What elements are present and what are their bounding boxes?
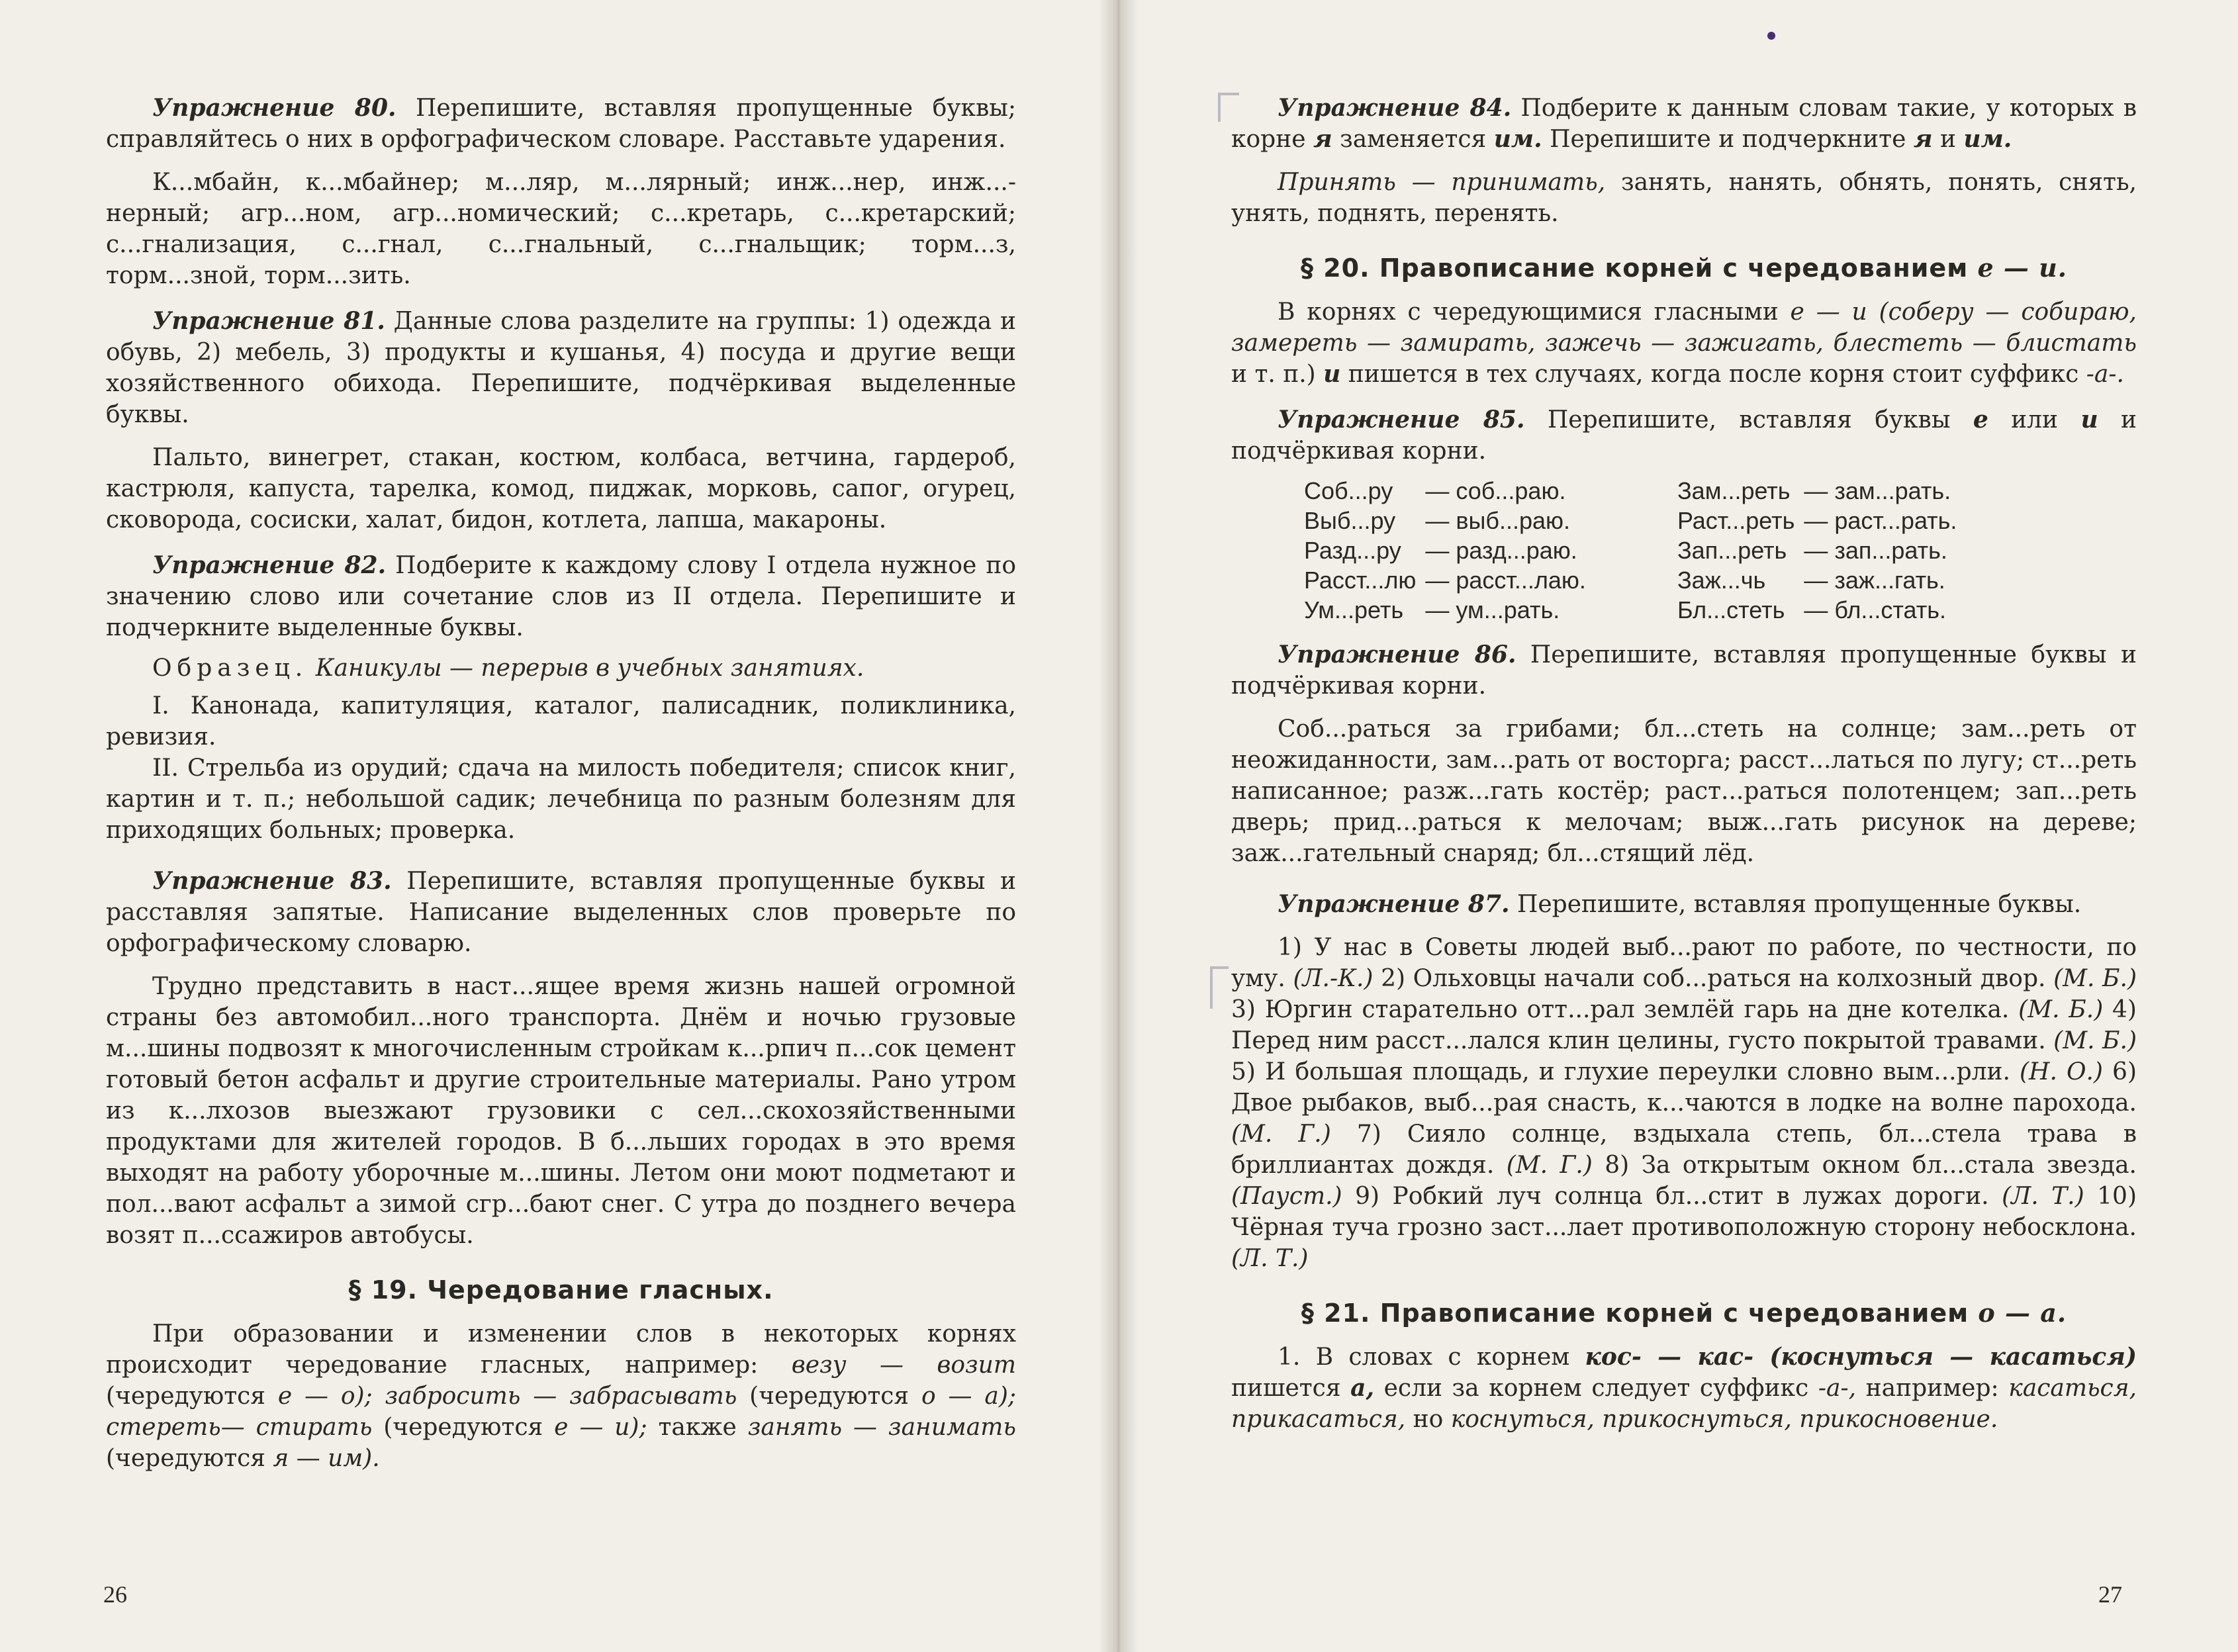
exercise-86-words: Соб...раться за грибами; бл...стеть на солнце; зам...реть от неожиданности, зам...рать от восторга; расст...латься по лугу; ст...реть написанное; разж...гать костёр; раст...раться полотенцем; зап...реть дверь; прид...раться к мелочам; выж...гать рисунок на дереве; заж...гательный снаряд; бл...стящий лёд. xyxy=(1231,715,2137,867)
text-run: если за корнем следует суффикс xyxy=(1374,1375,1818,1402)
example: касаться, прикасаться, xyxy=(1231,1375,2137,1433)
sentence: 4) Перед ним расст...лался клин целины, густо покрытой травами. xyxy=(1231,996,2137,1054)
exercise-83-passage: Трудно представить в наст...ящее время жизнь нашей огромной страны без автомобил...ного транспорта. Днём и ночью грузовые м...шины подвозят к многочисленным стройкам к...рпич п...сок цемент готовый бетон асфальт и другие строительные материалы. Рано утром из к...лхозов выезжают грузовики с сел...скохозяйственными продуктами для жителей городов. В б...льших городах в это время выходят на работу уборочные м...шины. Летом они моют подметают и пол...вают асфальт а зимой сгр...бают снег. С утра до позднего вечера возят п...ссажиров автобусы. xyxy=(106,973,1016,1249)
exercise-87-sentences xyxy=(1231,932,2137,1274)
exercise-label: Упражнение 83. xyxy=(152,867,392,895)
table-cell: Расст...лю xyxy=(1304,567,1417,594)
text-run: (чередуются xyxy=(737,1383,921,1410)
table-cell: — расст...лаю. xyxy=(1425,567,1586,594)
exercise-label: Упражнение 87. xyxy=(1278,890,1510,918)
model-text: Каникулы — перерыв в учебных занятиях. xyxy=(315,655,864,682)
example: -а-, xyxy=(1818,1375,1857,1402)
exercise-82-group-1: I. Канонада, капитуляция, каталог, палисадник, поликлиника, ревизия. xyxy=(106,692,1016,751)
section-20-text xyxy=(1231,297,2137,390)
example: им. xyxy=(1963,125,2012,153)
example: занять — занимать xyxy=(747,1414,1016,1441)
exercise-instruction: Перепишите, вставляя пропущенные буквы; справляйтесь о них в орфографическом словаре. Расставьте ударения. xyxy=(106,95,1016,153)
author-abbr: (М. Г.) xyxy=(1231,1121,1331,1148)
section-20-title xyxy=(1231,252,2137,285)
section-19-title: § 19. Чередование гласных. xyxy=(348,1275,774,1305)
section-19-text xyxy=(106,1318,1016,1474)
table-cell: — ум...рать. xyxy=(1425,596,1560,623)
table-gap xyxy=(1595,476,1677,506)
text-run: например: xyxy=(1856,1375,2009,1402)
example: коснуться, прикоснуться, прикосновение. xyxy=(1450,1406,1998,1433)
text-run: пишется в тех случаях, когда после корня стоит суффикс xyxy=(1340,361,2086,388)
exercise-instruction: Перепишите, вставляя пропущенные буквы и расставляя запятые. Написание выделенных слов проверьте по орфографическому словарю. xyxy=(106,868,1016,957)
table-row xyxy=(1304,565,1966,595)
exercise-87 xyxy=(1231,889,2137,920)
text-run: заменяется xyxy=(1332,126,1494,153)
text-run: (чередуются xyxy=(372,1414,555,1441)
text-run: (чередуются xyxy=(106,1383,278,1410)
exercise-instruction: Данные слова разделите на группы: 1) одежда и обувь, 2) мебель, 3) продукты и кушанья, 4) посуда и другие вещи хозяйственного обихода. Перепишите, подчёркивая выделенные буквы. xyxy=(106,308,1016,428)
example: е — и); xyxy=(554,1414,647,1441)
table-cell: — выб...раю. xyxy=(1425,507,1571,534)
text-run: или xyxy=(1988,406,2081,434)
table-gap xyxy=(1595,565,1677,595)
exercise-label: Упражнение 85. xyxy=(1278,406,1525,434)
author-abbr: (Л.-К.) xyxy=(1293,965,1374,992)
example: им. xyxy=(1493,125,1542,153)
author-abbr: (М. Б.) xyxy=(2018,996,2104,1023)
example: везу — возит xyxy=(791,1352,1017,1379)
exercise-81 xyxy=(106,306,1016,430)
example: я xyxy=(1913,125,1933,153)
table-gap xyxy=(1595,535,1677,565)
sentence: 8) За открытым окном бл...стала звезда. xyxy=(1592,1152,2137,1179)
text-run: и т. п.) xyxy=(1231,361,1324,388)
text-run: (чередуются xyxy=(106,1445,273,1472)
book-gutter xyxy=(1099,0,1139,1652)
text-run: и xyxy=(1932,126,1964,153)
author-abbr: (Л. Т.) xyxy=(1231,1245,1309,1272)
page-number: 26 xyxy=(103,1581,127,1608)
table-row xyxy=(1304,535,1966,565)
title-text: § 21. Правописание корней с чередованием xyxy=(1301,1299,1979,1328)
sentence: 3) Юргин старательно отт...рал землёй гарь на дне котелка. xyxy=(1231,996,2019,1023)
table-cell: — бл...стать. xyxy=(1804,596,1946,623)
table-cell: — соб...раю. xyxy=(1425,477,1566,504)
exercise-instruction: Перепишите, вставляя пропущенные буквы. xyxy=(1509,891,2082,918)
example: Принять — принимать, xyxy=(1278,169,1606,196)
example: кос- — кас- (коснуться — касаться) xyxy=(1585,1343,2137,1371)
exercise-label: Упражнение 81. xyxy=(152,307,385,335)
exercise-80 xyxy=(106,93,1016,155)
table-cell: Соб...ру xyxy=(1304,477,1393,504)
sentence: 10) Чёрная туча грозно заст...лает противоположную сторону небосклона. xyxy=(1231,1183,2137,1241)
text-run: пишется xyxy=(1231,1375,1351,1402)
title-example: е — и. xyxy=(1977,253,2067,283)
table-cell: Разд...ру xyxy=(1304,537,1401,564)
exercise-82 xyxy=(106,550,1016,643)
exercise-81-words: Пальто, винегрет, стакан, костюм, колбаса, ветчина, гардероб, кастрюля, капуста, тарелка, комод, пиджак, морковь, сапог, огурец, сковорода, сосиски, халат, бидон, котлета, лапша, макароны. xyxy=(106,444,1016,533)
author-abbr: (М. Б.) xyxy=(2053,1027,2137,1054)
table-cell: Зам...реть xyxy=(1677,477,1791,504)
author-abbr: (Н. О.) xyxy=(2020,1058,2103,1085)
exercise-label: Упражнение 80. xyxy=(152,94,396,122)
text-run: Подберите к данным словам такие, у которых в корне xyxy=(1231,95,2137,153)
right-column xyxy=(1231,93,2137,1435)
page-number: 27 xyxy=(2098,1581,2122,1608)
ink-dot xyxy=(1767,32,1775,40)
model-label: Образец. xyxy=(152,655,308,682)
pencil-mark xyxy=(1210,966,1229,1009)
title-example: о — а. xyxy=(1978,1298,2067,1328)
example: и xyxy=(1323,360,1341,388)
exercise-85-table xyxy=(1304,476,1966,625)
table-cell: Бл...стеть xyxy=(1677,596,1785,623)
example: е — о); забросить — забрасывать xyxy=(277,1383,737,1410)
text-run: также xyxy=(647,1414,748,1441)
exercise-label: Упражнение 82. xyxy=(152,551,387,579)
example: о — а); стереть— стирать xyxy=(106,1383,1016,1441)
table-row xyxy=(1304,476,1966,506)
exercise-82-model xyxy=(106,653,1016,684)
example: а, xyxy=(1350,1374,1375,1402)
table-cell: Ум...реть xyxy=(1304,596,1404,623)
text-run: 1. В словах с корнем xyxy=(1278,1344,1585,1371)
table-cell: Заж...чь xyxy=(1677,567,1766,594)
table-cell: — раст...рать. xyxy=(1804,507,1957,534)
sentence: 1) У нас в Советы людей выб...рают по работе, по честности, по уму. xyxy=(1231,934,2137,992)
exercise-84-words xyxy=(1231,167,2137,229)
table-gap xyxy=(1595,595,1677,625)
table-row xyxy=(1304,595,1966,625)
right-page xyxy=(1119,0,2238,1652)
sentence: 5) И большая площадь, и глухие переулки словно вым...рли. xyxy=(1231,1058,2020,1085)
example: е — и (соберу — собираю, замереть — замирать, зажечь — зажигать, блестеть — блистать xyxy=(1231,298,2137,357)
table-cell: Выб...ру xyxy=(1304,507,1396,534)
table-cell: — зап...рать. xyxy=(1804,537,1947,564)
author-abbr: (М. Б.) xyxy=(2053,965,2137,992)
exercise-86 xyxy=(1231,639,2137,702)
example: я — им). xyxy=(273,1445,380,1472)
exercise-label: Упражнение 86. xyxy=(1278,641,1516,668)
example: -а-. xyxy=(2086,361,2124,388)
sentence: 7) Сияло солнце, вздыхала степь, бл...стела трава в бриллиантах дождя. xyxy=(1231,1121,2137,1179)
section-21-title xyxy=(1231,1297,2137,1330)
author-abbr: (Пауст.) xyxy=(1231,1183,1342,1210)
text-run: При образовании и изменении слов в некоторых корнях происходит чередование гласных, например: xyxy=(106,1320,1016,1379)
example: е xyxy=(1973,406,1988,434)
text-run: В корнях с чередующимися гласными xyxy=(1278,298,1791,326)
exercise-instruction: Подберите к каждому слову I отдела нужное по значению слово или сочетание слов из II отдела. Перепишите и подчеркните выделенные буквы. xyxy=(106,552,1017,641)
exercise-label: Упражнение 84. xyxy=(1278,94,1512,122)
exercise-84 xyxy=(1231,93,2137,155)
author-abbr: (Л. Т.) xyxy=(2002,1183,2084,1210)
exercise-83 xyxy=(106,866,1016,959)
text-run: Перепишите, вставляя буквы xyxy=(1524,406,1973,434)
author-abbr: (М. Г.) xyxy=(1506,1152,1593,1179)
exercise-85 xyxy=(1231,404,2137,467)
example: и xyxy=(2080,406,2098,434)
sentence: 9) Робкий луч солнца бл...стит в лужах дороги. xyxy=(1342,1183,2002,1210)
table-cell: — заж...гать. xyxy=(1804,567,1945,594)
table-cell: — разд...раю. xyxy=(1425,537,1577,564)
sentence: 2) Ольховцы начали соб...раться на колхозный двор. xyxy=(1373,965,2054,992)
exercise-instruction: Перепишите, вставляя пропущенные буквы и подчёркивая корни. xyxy=(1231,641,2137,700)
table-cell: — зам...рать. xyxy=(1804,477,1951,504)
text-run: занять, нанять, обнять, понять, снять, унять, поднять, перенять. xyxy=(1231,169,2137,227)
text-run: и подчёркивая корни. xyxy=(1231,406,2137,465)
sentence: 6) Двое рыбаков, выб...рая снасть, к...чаются в лодке на волне парохода. xyxy=(1231,1058,2137,1117)
text-run: но xyxy=(1405,1406,1451,1433)
section-21-text xyxy=(1231,1342,2137,1435)
exercise-80-words: К...мбайн, к...мбайнер; м...ляр, м...лярный; инж...нер, инж...-нерный; агр...ном, агр...номический; с...кретарь, с...кретарский; с...гнализация, с...гнал, с...гнальный, с...гнальщик; торм...з, торм...зной, торм...зить. xyxy=(106,169,1016,289)
table-cell: Зап...реть xyxy=(1677,537,1787,564)
text-run: Перепишите и подчеркните xyxy=(1542,126,1914,153)
left-column xyxy=(106,93,1016,1474)
table-row xyxy=(1304,506,1966,535)
title-text: § 20. Правописание корней с чередованием xyxy=(1300,253,1978,283)
table-gap xyxy=(1595,506,1677,535)
exercise-82-group-2: II. Стрельба из орудий; сдача на милость победителя; список книг, картин и т. п.; небольшой садик; лечебница по разным болезням для приходящих больных; проверка. xyxy=(106,755,1016,844)
example: я xyxy=(1313,125,1332,153)
table-cell: Раст...реть xyxy=(1677,507,1795,534)
